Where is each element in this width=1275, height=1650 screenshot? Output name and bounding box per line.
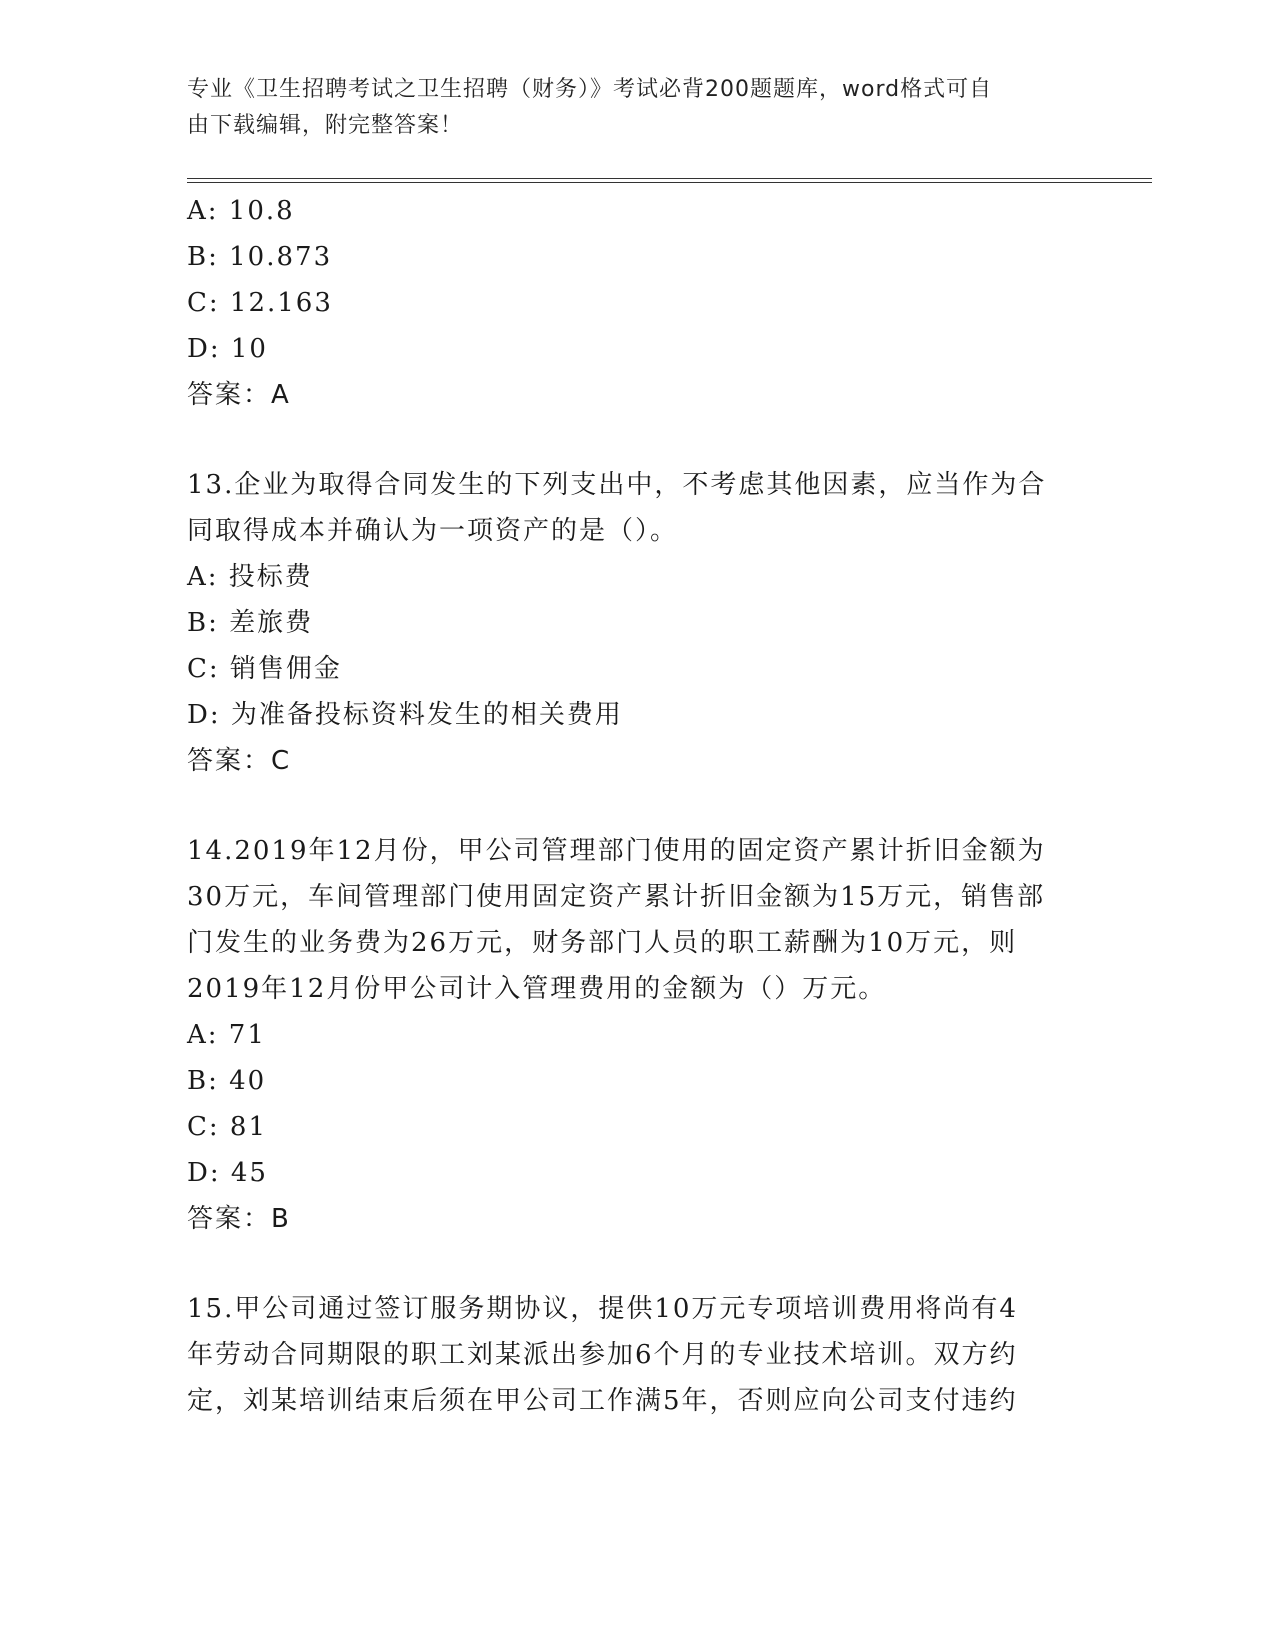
q14-option-c: C: 81	[187, 1112, 268, 1142]
q13-option-d: D: 为准备投标资料发生的相关费用	[187, 700, 623, 730]
q12-option-c: C: 12.163	[187, 288, 333, 318]
header-line-1: 专业《卫生招聘考试之卫生招聘（财务）》考试必背200题题库，word格式可自	[187, 77, 993, 102]
question-12-block	[187, 188, 1087, 418]
question-content	[187, 188, 1087, 1424]
q15-stem-line-1: 15.甲公司通过签订服务期协议，提供10万元专项培训费用将尚有4	[187, 1294, 1018, 1324]
header-divider-top	[187, 178, 1152, 179]
question-15-block	[187, 1286, 1087, 1424]
page-header	[187, 72, 1067, 144]
header-line-2: 由下载编辑，附完整答案！	[187, 113, 464, 138]
q15-stem-line-3: 定，刘某培训结束后须在甲公司工作满5年，否则应向公司支付违约	[187, 1386, 1018, 1416]
q13-stem-line-2: 同取得成本并确认为一项资产的是（）。	[187, 516, 679, 546]
q15-stem-line-2: 年劳动合同期限的职工刘某派出参加6个月的专业技术培训。双方约	[187, 1340, 1018, 1370]
q13-option-c: C: 销售佣金	[187, 654, 342, 684]
q13-stem-line-1: 13.企业为取得合同发生的下列支出中，不考虑其他因素，应当作为合	[187, 470, 1047, 500]
q14-stem-line-4: 2019年12月份甲公司计入管理费用的金额为（）万元。	[187, 974, 887, 1004]
q14-stem-line-3: 门发生的业务费为26万元，财务部门人员的职工薪酬为10万元，则	[187, 928, 1018, 958]
spacer	[187, 1242, 1087, 1286]
question-13-block	[187, 462, 1087, 784]
q12-answer: 答案：A	[187, 380, 291, 410]
header-divider-bottom	[187, 182, 1152, 183]
q13-answer: 答案：C	[187, 746, 292, 776]
q12-option-d: D: 10	[187, 334, 268, 364]
q12-option-a: A: 10.8	[187, 196, 295, 226]
q12-option-b: B: 10.873	[187, 242, 333, 272]
spacer	[187, 784, 1087, 828]
question-14-block	[187, 828, 1087, 1242]
q14-option-b: B: 40	[187, 1066, 267, 1096]
q14-option-d: D: 45	[187, 1158, 268, 1188]
spacer	[187, 418, 1087, 462]
q14-stem-line-1: 14.2019年12月份，甲公司管理部门使用的固定资产累计折旧金额为	[187, 836, 1046, 866]
q13-option-a: A: 投标费	[187, 562, 313, 592]
q14-stem-line-2: 30万元，车间管理部门使用固定资产累计折旧金额为15万元，销售部	[187, 882, 1046, 912]
q13-option-b: B: 差旅费	[187, 608, 314, 638]
q14-option-a: A: 71	[187, 1020, 266, 1050]
q14-answer: 答案：B	[187, 1204, 291, 1234]
